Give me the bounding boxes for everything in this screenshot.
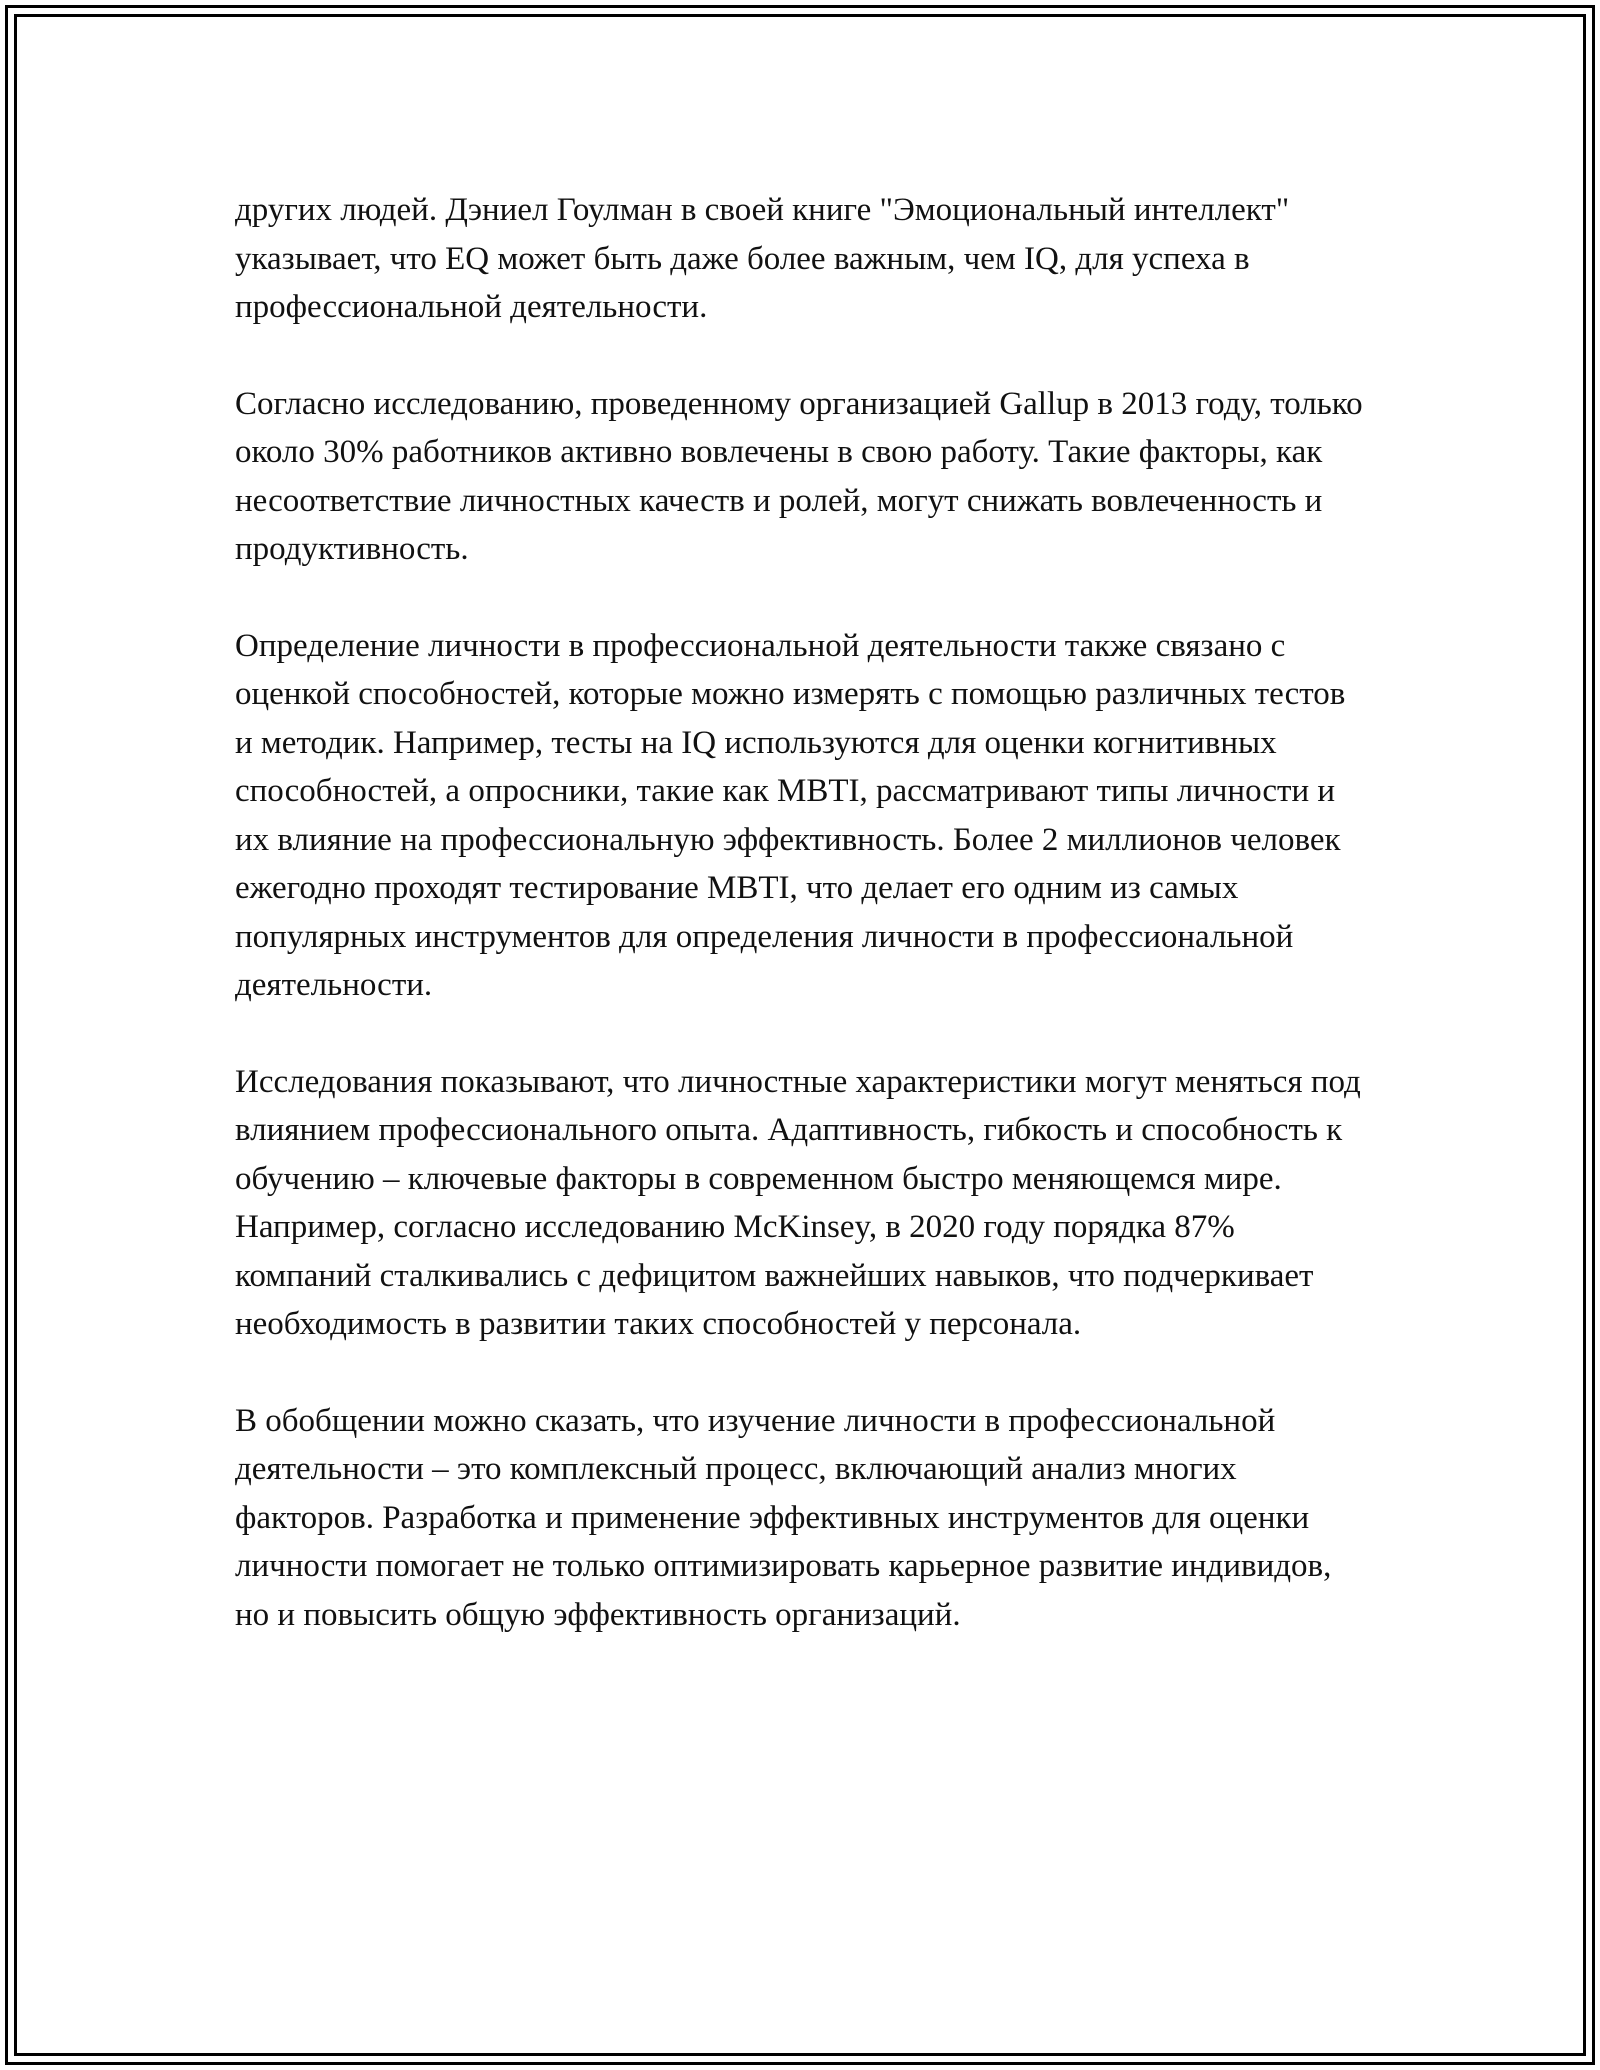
document-body <box>235 186 1365 1687</box>
paragraph-2: Согласно исследованию, проведенному организацией Gallup в 2013 году, только около 30% работников активно вовлечены в свою работу. Такие факторы, как несоответствие личностных качеств и ролей, могут снижать вовлеченность и продуктивность. <box>235 385 1363 567</box>
paragraph-3: Определение личности в профессиональной деятельности также связано с оценкой способностей, которые можно измерять с помощью различных тестов и методик. Например, тесты на IQ используются для оценки когнитивных способностей, а опросники, такие как MBTI, рассматривают типы личности и их влияние на профессиональную эффективность. Более 2 миллионов человек ежегодно проходят тестирование MBTI, что делает его одним из самых популярных инструментов для определения личности в профессиональной деятельности. <box>235 627 1346 1003</box>
paragraph-4: Исследования показывают, что личностные характеристики могут меняться под влиянием профессионального опыта. Адаптивность, гибкость и способность к обучению – ключевые факторы в современном быстро меняющемся мире. Например, согласно исследованию McKinsey, в 2020 году порядка 87% компаний сталкивались с дефицитом важнейших навыков, что подчеркивает необходимость в развитии таких способностей у персонала. <box>235 1063 1361 1342</box>
paragraph-1: других людей. Дэниел Гоулман в своей книге "Эмоциональный интеллект" указывает, что EQ может быть даже более важным, чем IQ, для успеха в профессиональной деятельности. <box>235 192 1290 325</box>
paragraph-5: В обобщении можно сказать, что изучение личности в профессиональной деятельности – это комплексный процесс, включающий анализ многих факторов. Разработка и применение эффективных инструментов для оценки личности помогает не только оптимизировать карьерное развитие индивидов, но и повысить общую эффективность организаций. <box>235 1402 1332 1633</box>
